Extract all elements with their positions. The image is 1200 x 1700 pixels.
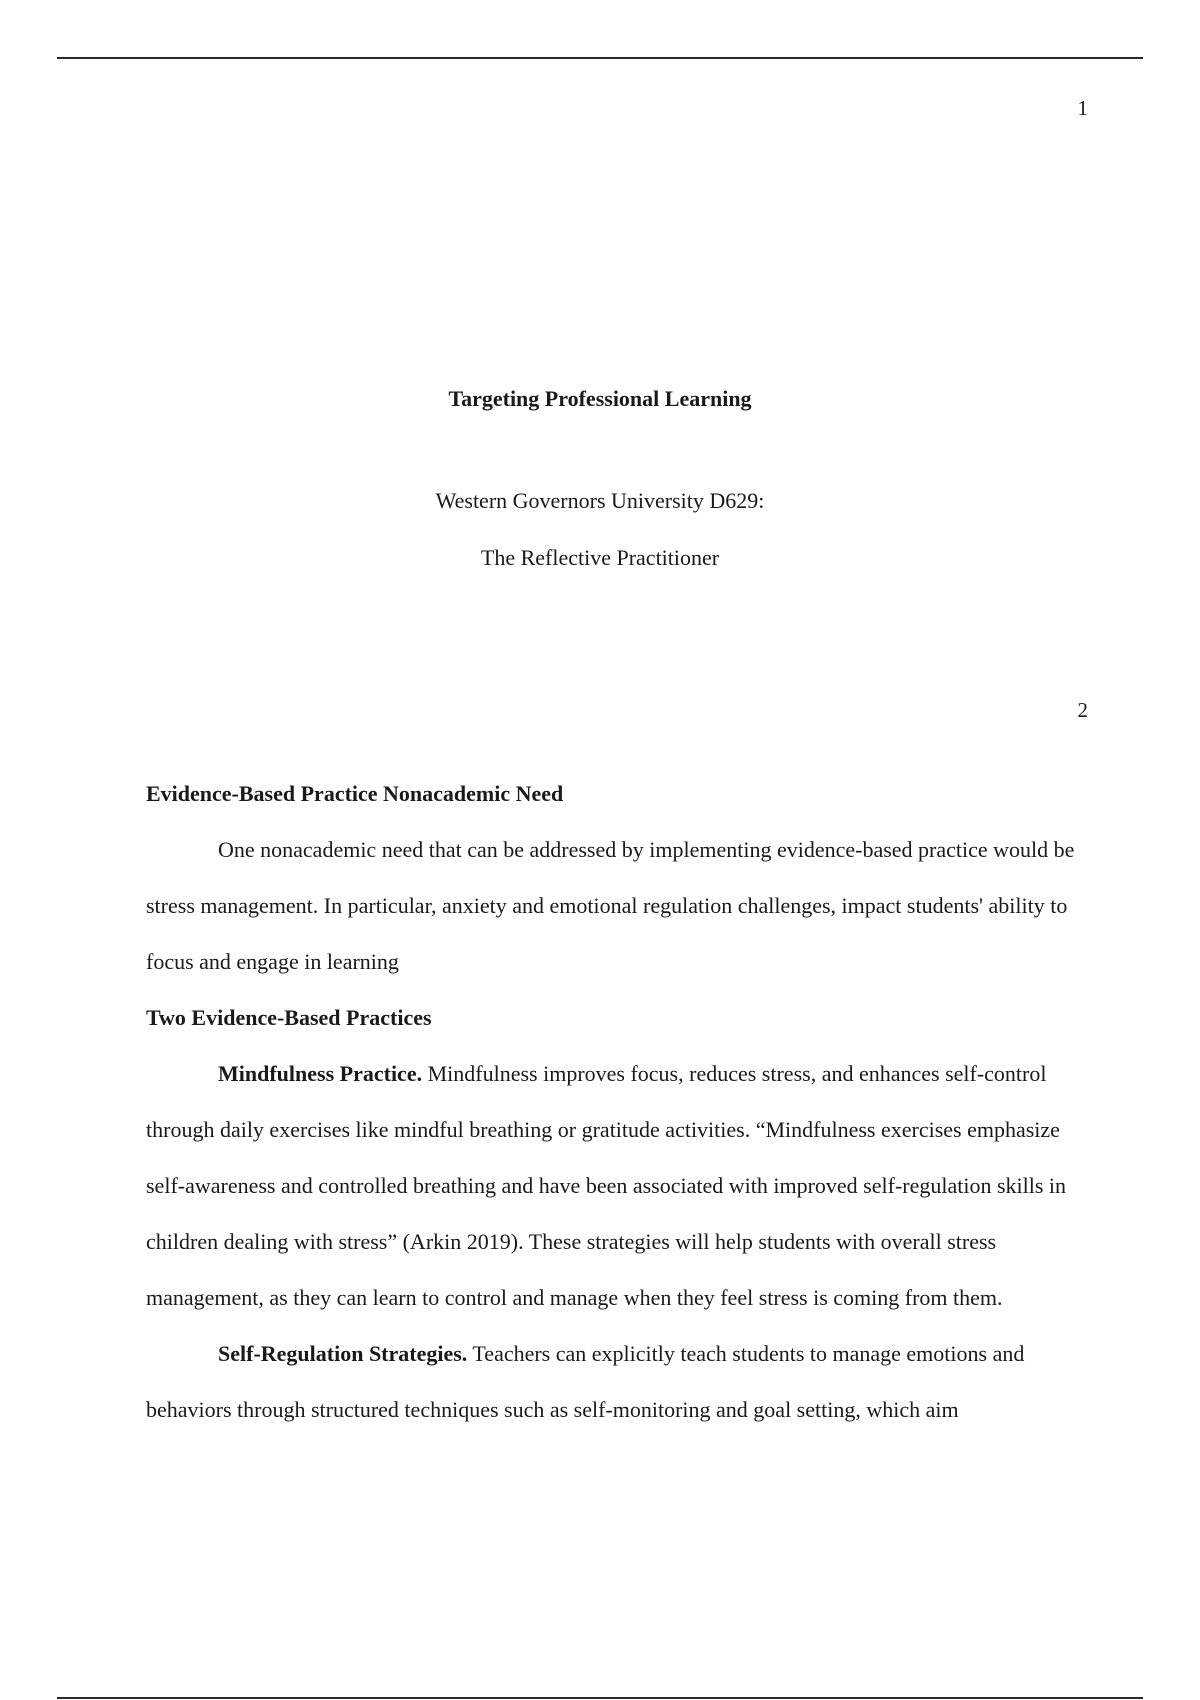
paragraph-self-regulation xyxy=(146,1326,1090,1438)
run-in-heading-self-regulation: Self-Regulation Strategies. xyxy=(218,1341,468,1366)
paragraph-self-regulation-text: Teachers can explicitly teach students to manage emotions and behaviors through structured techniques such as self-monitoring and goal setting, which aim xyxy=(146,1341,1025,1422)
page-bottom-rule xyxy=(57,1697,1143,1699)
paragraph-mindfulness xyxy=(146,1046,1090,1326)
institution-line: Western Governors University D629: xyxy=(435,488,765,513)
document-title: Targeting Professional Learning xyxy=(448,386,752,411)
run-in-heading-mindfulness: Mindfulness Practice. xyxy=(218,1061,423,1086)
section-heading-nonacademic-need: Evidence-Based Practice Nonacademic Need xyxy=(146,781,564,806)
page-number-1: 1 xyxy=(1077,96,1088,120)
section-heading-two-practices: Two Evidence-Based Practices xyxy=(146,1005,432,1030)
paragraph-mindfulness-text: Mindfulness improves focus, reduces stress, and enhances self-control through daily exercises like mindful breathing or gratitude activities. “Mindfulness exercises emphasize self-awareness and controlled breathing and have been associated with improved self-regulation skills in children dealing with stress” (Arkin 2019). These strategies will help students with overall stress management, as they can learn to control and manage when they feel stress is coming from them. xyxy=(146,1061,1067,1310)
course-line: The Reflective Practitioner xyxy=(480,545,720,570)
paragraph-nonacademic-need: One nonacademic need that can be addressed by implementing evidence-based practice would be stress management. In particular, anxiety and emotional regulation challenges, impact students' ability to focus and engage in learning xyxy=(146,837,1075,974)
page-number-2: 2 xyxy=(1077,698,1088,722)
page-top-rule xyxy=(57,57,1143,59)
page-2-body xyxy=(146,766,1090,1438)
